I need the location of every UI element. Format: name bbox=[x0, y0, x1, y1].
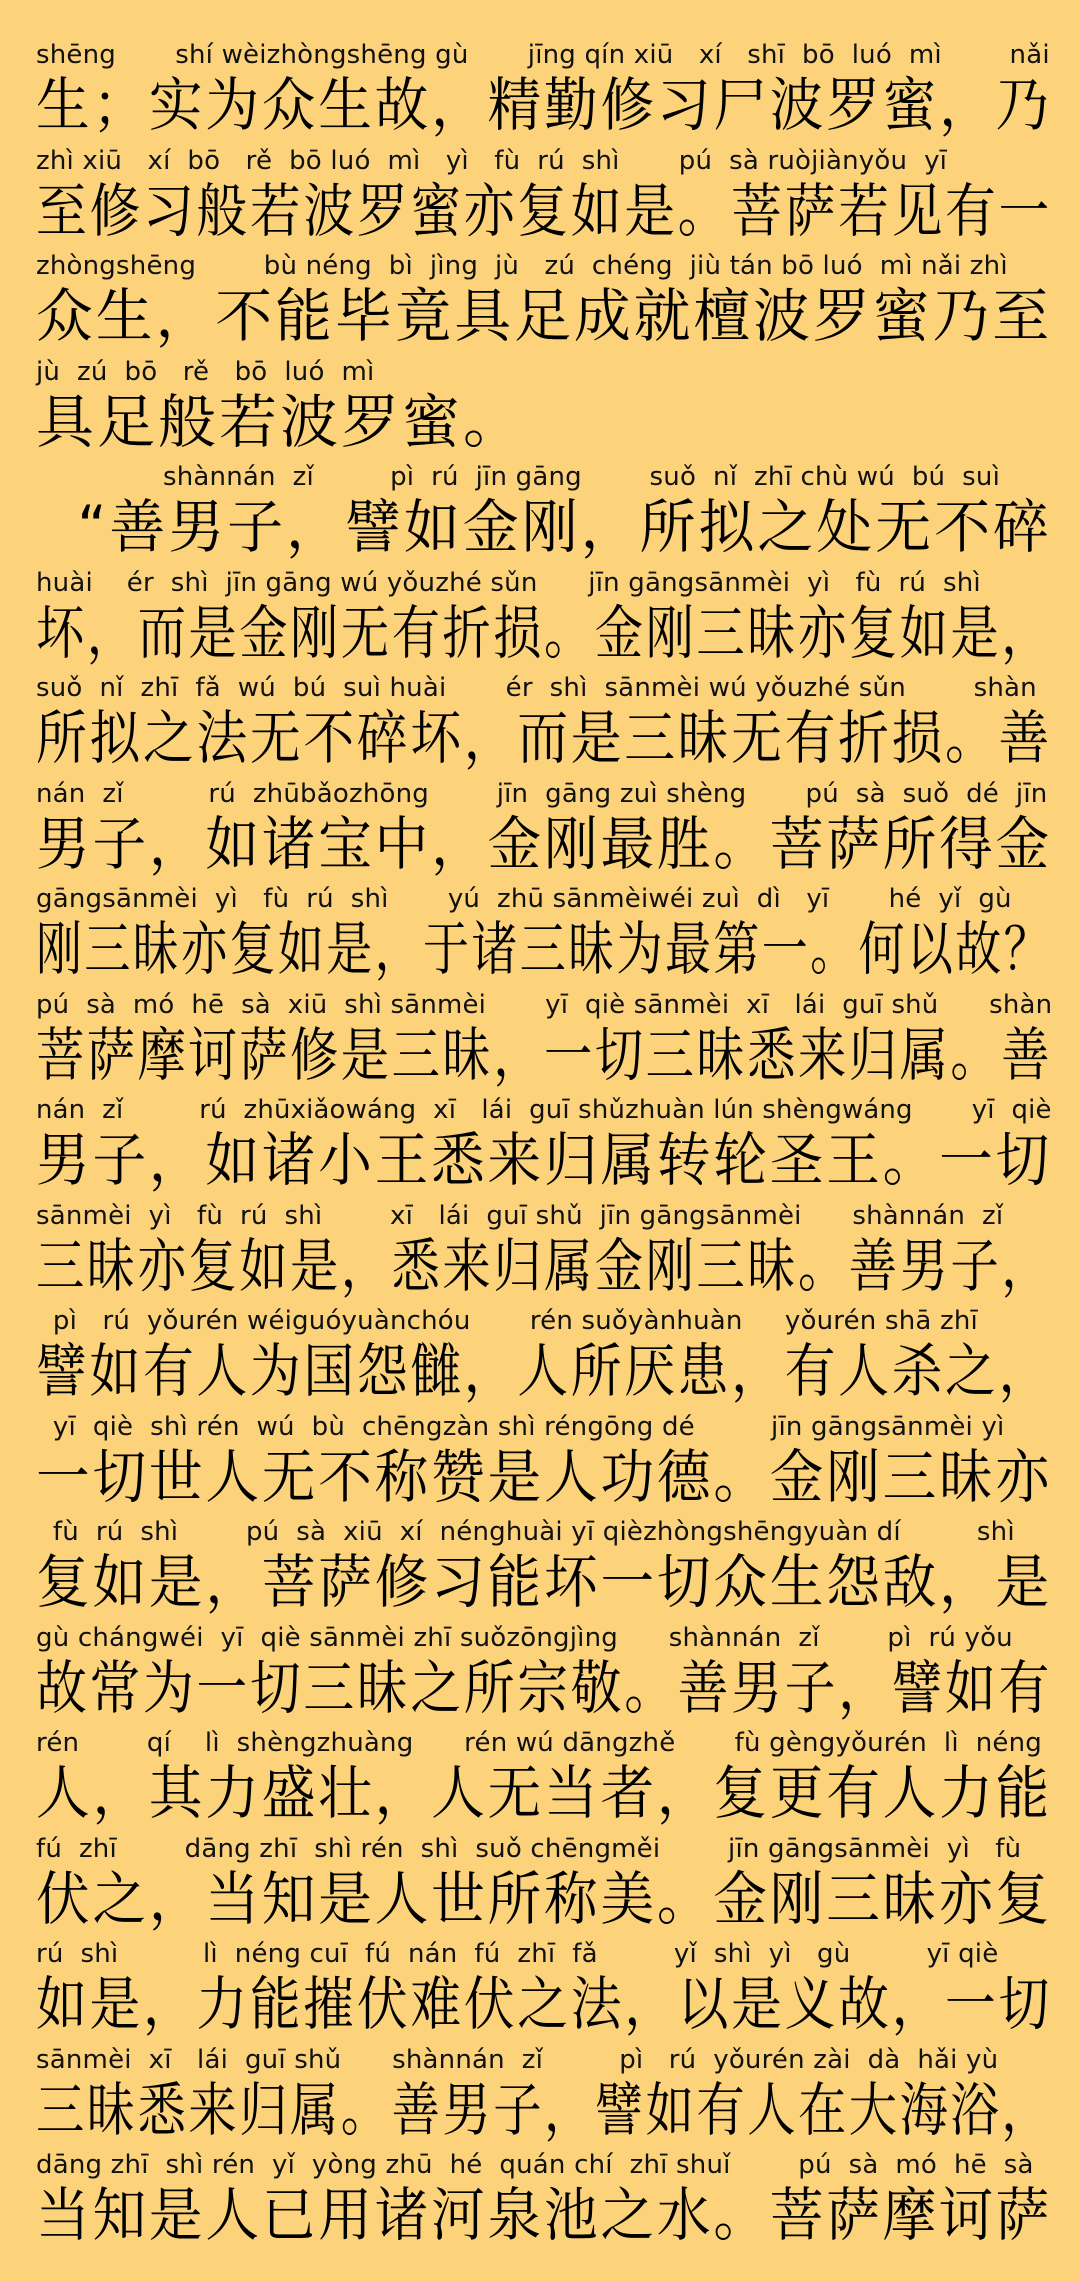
text-line bbox=[36, 462, 1052, 568]
hanzi-row: 具足般若波罗蜜。 bbox=[36, 387, 525, 456]
pinyin-row: zhòngshēng bù néng bì jìng jù zú chéng jiù tán bō luó mì nǎi zhì bbox=[36, 251, 1008, 281]
pinyin-row: shànnán zǐ pì rú jīn gāng suǒ nǐ zhī chù wú bú suì bbox=[36, 462, 1001, 492]
hanzi-row: 人，其力盛壮，人无当者，复更有人力能 bbox=[36, 1759, 1053, 1827]
hanzi-row: 复如是，菩萨修习能坏一切众生怨敌，是 bbox=[36, 1548, 1053, 1616]
hanzi-row: 至修习般若波罗蜜亦复如是。菩萨若见有一 bbox=[36, 176, 1053, 245]
pinyin-row: suǒ nǐ zhī fǎ wú bú suì huài ér shì sānmèi wú yǒuzhé sǔn shàn bbox=[36, 673, 1037, 703]
hanzi-row: 刚三昧亦复如是，于诸三昧为最第一。何以故？ bbox=[36, 915, 1053, 983]
pinyin-row: nán zǐ rú zhūbǎozhōng jīn gāng zuì shèng pú sà suǒ dé jīn bbox=[36, 778, 1048, 809]
hanzi-row: 生；实为众生故，精勤修习尸波罗蜜，乃 bbox=[36, 71, 1053, 139]
text-line bbox=[36, 2045, 1052, 2151]
hanzi-row: 当知是人已用诸河泉池之水。菩萨摩诃萨 bbox=[36, 2181, 1053, 2249]
pinyin-row: nán zǐ rú zhūxiǎowáng xī lái guī shǔzhuàn lún shèngwáng yī qiè bbox=[36, 1095, 1052, 1125]
text-line bbox=[36, 673, 1052, 779]
pinyin-row: zhì xiū xí bō rě bō luó mì yì fù rú shì pú sà ruòjiànyǒu yī bbox=[36, 145, 948, 176]
hanzi-row: 譬如有人为国怨雠，人所厌患，有人杀之， bbox=[36, 1337, 1053, 1405]
text-line bbox=[36, 779, 1052, 885]
hanzi-row: 如是，力能摧伏难伏之法，以是义故，一切 bbox=[36, 1970, 1053, 2038]
pinyin-row: rén qí lì shèngzhuàng rén wú dāngzhě fù gèngyǒurén lì néng bbox=[36, 1728, 1042, 1758]
text-line bbox=[36, 1623, 1052, 1729]
hanzi-row: 所拟之法无不碎坏，而是三昧无有折损。善 bbox=[36, 704, 1053, 772]
pinyin-row: huài ér shì jīn gāng wú yǒuzhé sǔn jīn gāngsānmèi yì fù rú shì bbox=[36, 567, 981, 598]
text-line bbox=[36, 568, 1052, 674]
text-line bbox=[36, 1517, 1052, 1623]
hanzi-row: 三昧悉来归属。善男子，譬如有人在大海浴， bbox=[36, 2075, 1053, 2144]
text-line bbox=[36, 2150, 1052, 2256]
hanzi-row: 众生，不能毕竟具足成就檀波罗蜜乃至 bbox=[36, 282, 1053, 350]
hanzi-row: 伏之，当知是人世所称美。金刚三昧亦复 bbox=[36, 1864, 1053, 1933]
pinyin-row: gù chángwéi yī qiè sānmèi zhī suǒzōngjìng shànnán zǐ pì rú yǒu bbox=[36, 1622, 1013, 1653]
text-line bbox=[36, 1412, 1052, 1518]
hanzi-row: “善男子，譬如金刚，所拟之处无不碎 bbox=[36, 493, 1052, 561]
pinyin-row: fù rú shì pú sà xiū xí nénghuài yī qièzhòngshēngyuàn dí shì bbox=[36, 1517, 1015, 1547]
text-line bbox=[36, 1834, 1052, 1940]
pinyin-row: sānmèi yì fù rú shì xī lái guī shǔ jīn gāngsānmèi shànnán zǐ bbox=[36, 1200, 1004, 1231]
hanzi-row: 故常为一切三昧之所宗敬。善男子，譬如有 bbox=[36, 1653, 1053, 1722]
hanzi-row: 男子，如诸小王悉来归属转轮圣王。一切 bbox=[36, 1126, 1053, 1194]
pinyin-row: rú shì lì néng cuī fú nán fú zhī fǎ yǐ shì yì gù yī qiè bbox=[36, 1939, 999, 1969]
pinyin-row: pì rú yǒurén wéiguóyuànchóu rén suǒyànhuàn yǒurén shā zhī bbox=[36, 1306, 978, 1336]
pinyin-row: jù zú bō rě bō luó mì bbox=[36, 356, 375, 387]
text-line bbox=[36, 990, 1052, 1096]
hanzi-row: 一切世人无不称赞是人功德。金刚三昧亦 bbox=[36, 1442, 1053, 1511]
pinyin-row: fú zhī dāng zhī shì rén shì suǒ chēngměi jīn gāngsānmèi yì fù bbox=[36, 1833, 1022, 1864]
text-line bbox=[36, 1095, 1052, 1201]
pinyin-row: dāng zhī shì rén yǐ yòng zhū hé quán chí zhī shuǐ pú sà mó hē sà bbox=[36, 2150, 1034, 2180]
pinyin-row: shēng shí wèizhòngshēng gù jīng qín xiū xí shī bō luó mì nǎi bbox=[36, 40, 1050, 70]
text-line bbox=[36, 146, 1052, 252]
text-line bbox=[36, 1201, 1052, 1307]
text-line bbox=[36, 1728, 1052, 1834]
text-line bbox=[36, 884, 1052, 990]
text-line bbox=[36, 357, 1052, 463]
hanzi-row: 坏，而是金刚无有折损。金刚三昧亦复如是， bbox=[36, 598, 1053, 667]
pinyin-row: yī qiè shì rén wú bù chēngzàn shì réngōng dé jīn gāngsānmèi yì bbox=[36, 1411, 1005, 1442]
text-line bbox=[36, 1306, 1052, 1412]
hanzi-row: 男子，如诸宝中，金刚最胜。菩萨所得金 bbox=[36, 809, 1053, 878]
pinyin-row: sānmèi xī lái guī shǔ shànnán zǐ pì rú yǒurén zài dà hǎi yù bbox=[36, 2044, 999, 2075]
hanzi-row: 三昧亦复如是，悉来归属金刚三昧。善男子， bbox=[36, 1231, 1053, 1300]
text-line bbox=[36, 40, 1052, 146]
text-line bbox=[36, 251, 1052, 357]
text-line bbox=[36, 1939, 1052, 2045]
pinyin-row: gāngsānmèi yì fù rú shì yú zhū sānmèiwéi zuì dì yī hé yǐ gù bbox=[36, 884, 1012, 914]
pinyin-row: pú sà mó hē sà xiū shì sānmèi yī qiè sānmèi xī lái guī shǔ shàn bbox=[36, 989, 1053, 1020]
hanzi-row: 菩萨摩诃萨修是三昧，一切三昧悉来归属。善 bbox=[36, 1020, 1053, 1089]
